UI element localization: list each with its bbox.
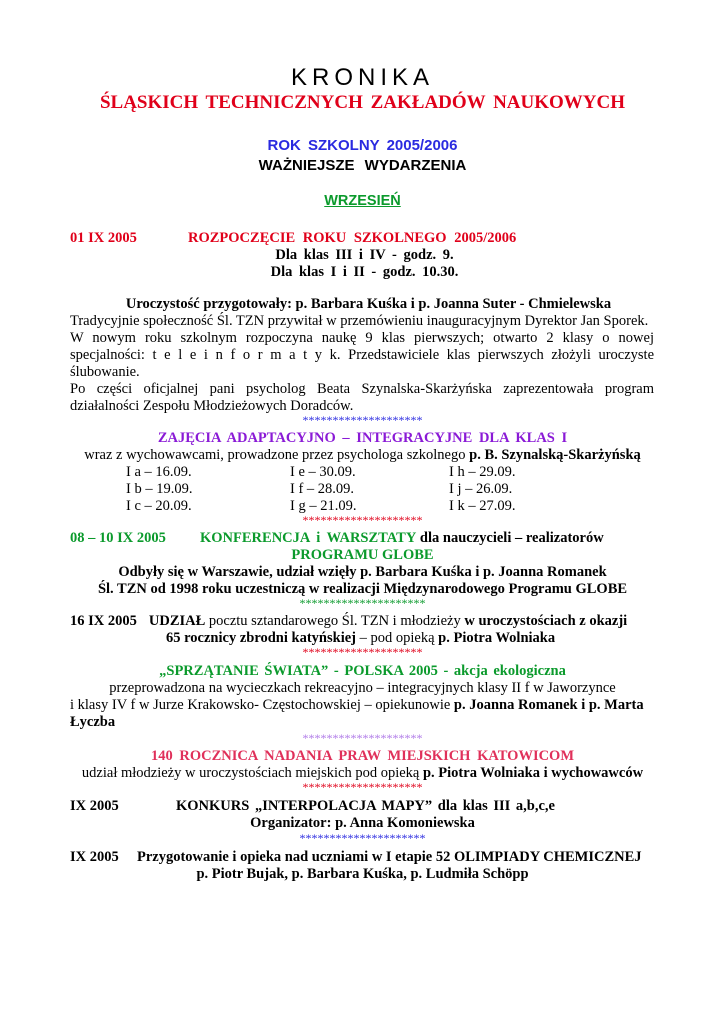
- document-subtitle: ŚLĄSKICH TECHNICZNYCH ZAKŁADÓW NAUKOWYCH: [99, 92, 626, 113]
- month-heading: WRZESIEŃ: [324, 193, 401, 209]
- event-title: ROZPOCZĘCIE ROKU SZKOLNEGO 2005/2006: [188, 230, 517, 246]
- text-span: w uroczystościach z okazji: [464, 613, 628, 629]
- class-date: I k – 27.09.: [449, 498, 516, 514]
- events-heading: WAŻNIEJSZE WYDARZENIA: [258, 157, 467, 174]
- text-span: p. Piotra Wolniaka i wychowawców: [422, 765, 644, 781]
- specialty-name: t e l e i n f o r m a t y k: [152, 347, 337, 363]
- paragraph-line: Tradycyjnie społeczność Śl. TZN przywitał w przemówieniu inauguracyjnym Dyrektor Jan Sporek.: [70, 313, 649, 329]
- text-span: p. Joanna Romanek i p. Marta: [453, 697, 644, 713]
- event-detail: p. Piotr Bujak, p. Barbara Kuśka, p. Ludmiła Schöpp: [196, 866, 529, 882]
- event-detail: przeprowadzona na wycieczkach rekreacyjno – integracyjnych klasy II f w Jaworzynce: [109, 680, 616, 696]
- separator-stars: ********************: [302, 413, 423, 427]
- event-date: 16 IX 2005: [70, 613, 137, 629]
- paragraph-line: Po części oficjalnej pani psycholog Beata Szynalska-Skarżyńska zaprezentowała program: [70, 381, 654, 397]
- class-date: I g – 21.09.: [290, 498, 357, 514]
- event-detail: Dla klas I i II - godz. 10.30.: [270, 264, 459, 280]
- event-date: IX 2005: [70, 798, 119, 814]
- separator-stars: ********************: [302, 731, 423, 745]
- text-span: UDZIAŁ: [148, 613, 206, 629]
- text-span: udział młodzieży w uroczystościach miejskich pod opieką: [81, 765, 423, 781]
- event-title: KONKURS „INTERPOLACJA MAPY” dla klas III a,b,c,e: [176, 798, 555, 814]
- event-title: 140 ROCZNICA NADANIA PRAW MIEJSKICH KATOWICOM: [150, 748, 575, 764]
- text-span: 65 rocznicy zbrodni katyńskiej: [166, 630, 356, 646]
- separator-stars: *********************: [299, 596, 426, 610]
- text-span: p. Piotra Wolniaka: [438, 630, 556, 646]
- class-date: I a – 16.09.: [126, 464, 192, 480]
- event-date: IX 2005: [70, 849, 119, 865]
- class-date: I j – 26.09.: [449, 481, 513, 497]
- text-span: – pod opieką: [356, 630, 439, 646]
- event-title: [200, 530, 604, 547]
- paragraph-line: ślubowanie.: [70, 364, 140, 380]
- class-date: I f – 28.09.: [290, 481, 355, 497]
- text-span: KONFERENCJA i WARSZTATY: [200, 530, 417, 546]
- text-span: . Przedstawiciele klas pierwszych złożyli uroczyste: [336, 347, 655, 363]
- event-detail: Dla klas III i IV - godz. 9.: [275, 247, 454, 263]
- paragraph-line: W nowym roku szkolnym rozpoczyna naukę 9 klas pierwszych; otwarto 2 klasy o nowej: [70, 330, 654, 346]
- class-date: I h – 29.09.: [449, 464, 516, 480]
- paragraph-line: działalności Zespołu Młodzieżowych Doradców.: [70, 398, 354, 414]
- event-date: 01 IX 2005: [70, 230, 137, 246]
- text-span: specjalności:: [70, 347, 145, 363]
- event-line: [70, 613, 627, 630]
- event-detail: [0, 447, 725, 464]
- school-year: ROK SZKOLNY 2005/2006: [267, 137, 458, 154]
- paragraph-line: [70, 347, 654, 364]
- event-detail: [70, 697, 644, 714]
- class-date: I b – 19.09.: [126, 481, 193, 497]
- separator-stars: ********************: [302, 513, 423, 527]
- text-span: pocztu sztandarowego Śl. TZN i młodzieży: [205, 613, 465, 629]
- separator-stars: ********************: [302, 780, 423, 794]
- event-title: ZAJĘCIA ADAPTACYJNO – INTEGRACYJNE DLA KLAS I: [157, 430, 568, 446]
- separator-stars: ********************: [302, 645, 423, 659]
- event-detail: Organizator: p. Anna Komoniewska: [250, 815, 475, 831]
- class-date: I e – 30.09.: [290, 464, 356, 480]
- event-organizers: Uroczystość przygotowały: p. Barbara Kuśka i p. Joanna Suter - Chmielewska: [125, 296, 612, 312]
- event-date: 08 – 10 IX 2005: [70, 530, 166, 546]
- separator-stars: *********************: [299, 831, 426, 845]
- event-detail: Łyczba: [70, 714, 116, 730]
- class-date: I c – 20.09.: [126, 498, 192, 514]
- text-span: wraz z wychowawcami, prowadzone przez psychologa szkolnego: [84, 447, 470, 463]
- text-span: p. B. Szynalską-Skarżyńską: [469, 447, 641, 463]
- event-title: Przygotowanie i opieka nad uczniami w I etapie 52 OLIMPIADY CHEMICZNEJ: [137, 849, 642, 865]
- document-title: KRONIKA: [290, 64, 435, 91]
- event-title: PROGRAMU GLOBE: [291, 547, 434, 563]
- text-span: i klasy IV f w Jurze Krakowsko- Częstochowskiej – opiekunowie: [70, 697, 454, 713]
- text-span: dla nauczycieli – realizatorów: [416, 530, 604, 546]
- event-title: „SPRZĄTANIE ŚWIATA” - POLSKA 2005 - akcja ekologiczna: [159, 663, 566, 679]
- event-detail: Odbyły się w Warszawie, udział wzięły p. Barbara Kuśka i p. Joanna Romanek: [118, 564, 607, 580]
- event-detail: Śl. TZN od 1998 roku uczestniczą w realizacji Międzynarodowego Programu GLOBE: [97, 581, 628, 597]
